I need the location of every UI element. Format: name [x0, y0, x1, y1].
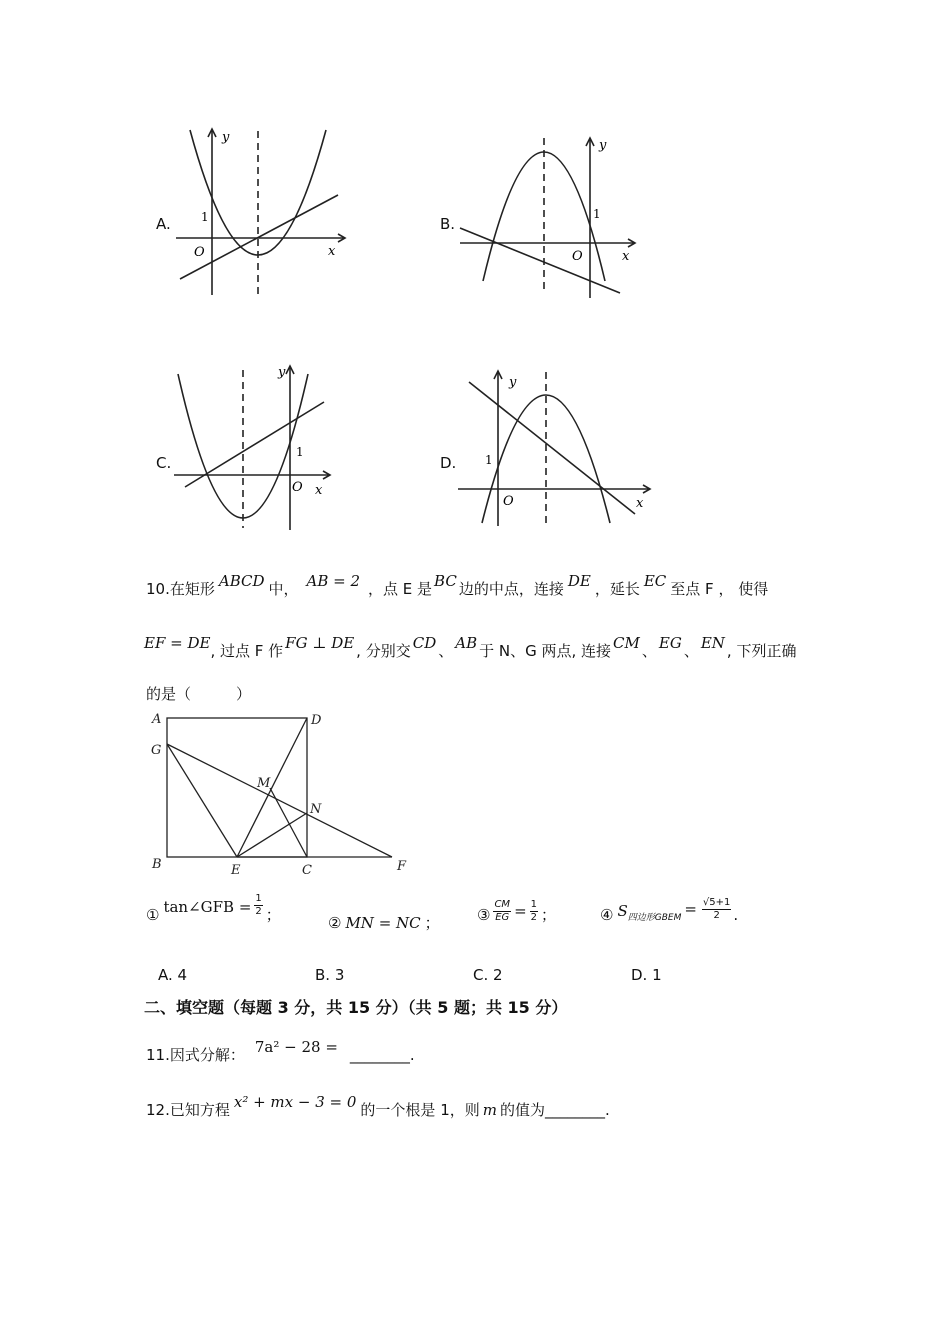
- point-c: C: [302, 863, 312, 878]
- one-label: 1: [296, 445, 304, 459]
- q12-answer-blank[interactable]: 的值为________.: [499, 1101, 610, 1119]
- y-label: y: [509, 375, 517, 390]
- q11: 11.因式分解： 7a² − 28 = ________.: [146, 1038, 415, 1064]
- point-a: A: [152, 712, 162, 727]
- graph-d: [455, 368, 655, 533]
- origin-label: O: [194, 245, 205, 260]
- one-label: 1: [201, 210, 209, 224]
- statement-4: ④ S四边形GBEM = $\frac{√5+1}{2}$ .: [600, 897, 739, 924]
- point-b: B: [152, 857, 162, 872]
- graph-c: [170, 362, 340, 534]
- line: [180, 195, 338, 279]
- answer-option-b[interactable]: B. 3: [315, 966, 345, 984]
- q11-answer-blank[interactable]: ________.: [349, 1046, 415, 1064]
- segment-mc: [270, 788, 307, 857]
- x-label: x: [315, 483, 323, 498]
- statement-3: ③ $\frac{CM}{EG}$ = $\frac{1}{2}$ ；: [477, 899, 557, 924]
- q12: 12.已知方程 x² + mx − 3 = 0 的一个根是 1，则 m 的值为________.: [146, 1093, 610, 1119]
- point-g: G: [151, 743, 162, 758]
- x-label: x: [636, 496, 644, 511]
- y-label: y: [222, 130, 230, 145]
- point-m: M: [257, 776, 271, 791]
- graph-a: [170, 125, 350, 310]
- q10-line3: 的是（ ）: [146, 685, 252, 703]
- answer-option-d[interactable]: D. 1: [631, 966, 662, 984]
- x-label: x: [328, 244, 336, 259]
- rectangle-abcd: [167, 718, 307, 857]
- point-f: F: [397, 859, 407, 874]
- y-label: y: [599, 138, 607, 153]
- statement-2: ② MN = NC ；: [328, 914, 440, 932]
- point-n: N: [310, 802, 322, 817]
- line: [460, 228, 620, 293]
- option-a-label: A.: [156, 215, 171, 233]
- point-d: D: [311, 713, 322, 728]
- point-e: E: [231, 863, 241, 878]
- option-d-label: D.: [440, 454, 457, 472]
- rectangle-figure: [146, 706, 416, 882]
- segment-gf: [167, 744, 392, 857]
- one-label: 1: [485, 453, 493, 467]
- q10-line2: EF = DE, 过点 F 作 FG ⊥ DE , 分别交 CD 、 AB 于 N、G 两点, 连接 CM 、 EG 、 EN , 下列正确: [144, 634, 797, 660]
- origin-label: O: [572, 249, 583, 264]
- origin-label: O: [503, 494, 514, 509]
- answer-option-c[interactable]: C. 2: [473, 966, 503, 984]
- q10-line1: 10.在矩形 ABCD 中， AB = 2 ，点 E 是 BC 边的中点，连接 DE ，延长 EC 至点 F ， 使得: [146, 572, 769, 598]
- option-c-label: C.: [156, 454, 172, 472]
- origin-label: O: [292, 480, 303, 495]
- line: [469, 382, 635, 514]
- statement-1: ① tan∠GFB = $\frac{1}{2}$ ；: [146, 893, 281, 924]
- answer-option-a[interactable]: A. 4: [158, 966, 188, 984]
- one-label: 1: [593, 207, 601, 221]
- option-b-label: B.: [440, 215, 456, 233]
- y-label: y: [278, 365, 286, 380]
- graph-b: [455, 133, 645, 303]
- section-title: 二、填空题（每题 3 分，共 15 分）（共 5 题；共 15 分）: [144, 998, 568, 1017]
- x-label: x: [622, 249, 630, 264]
